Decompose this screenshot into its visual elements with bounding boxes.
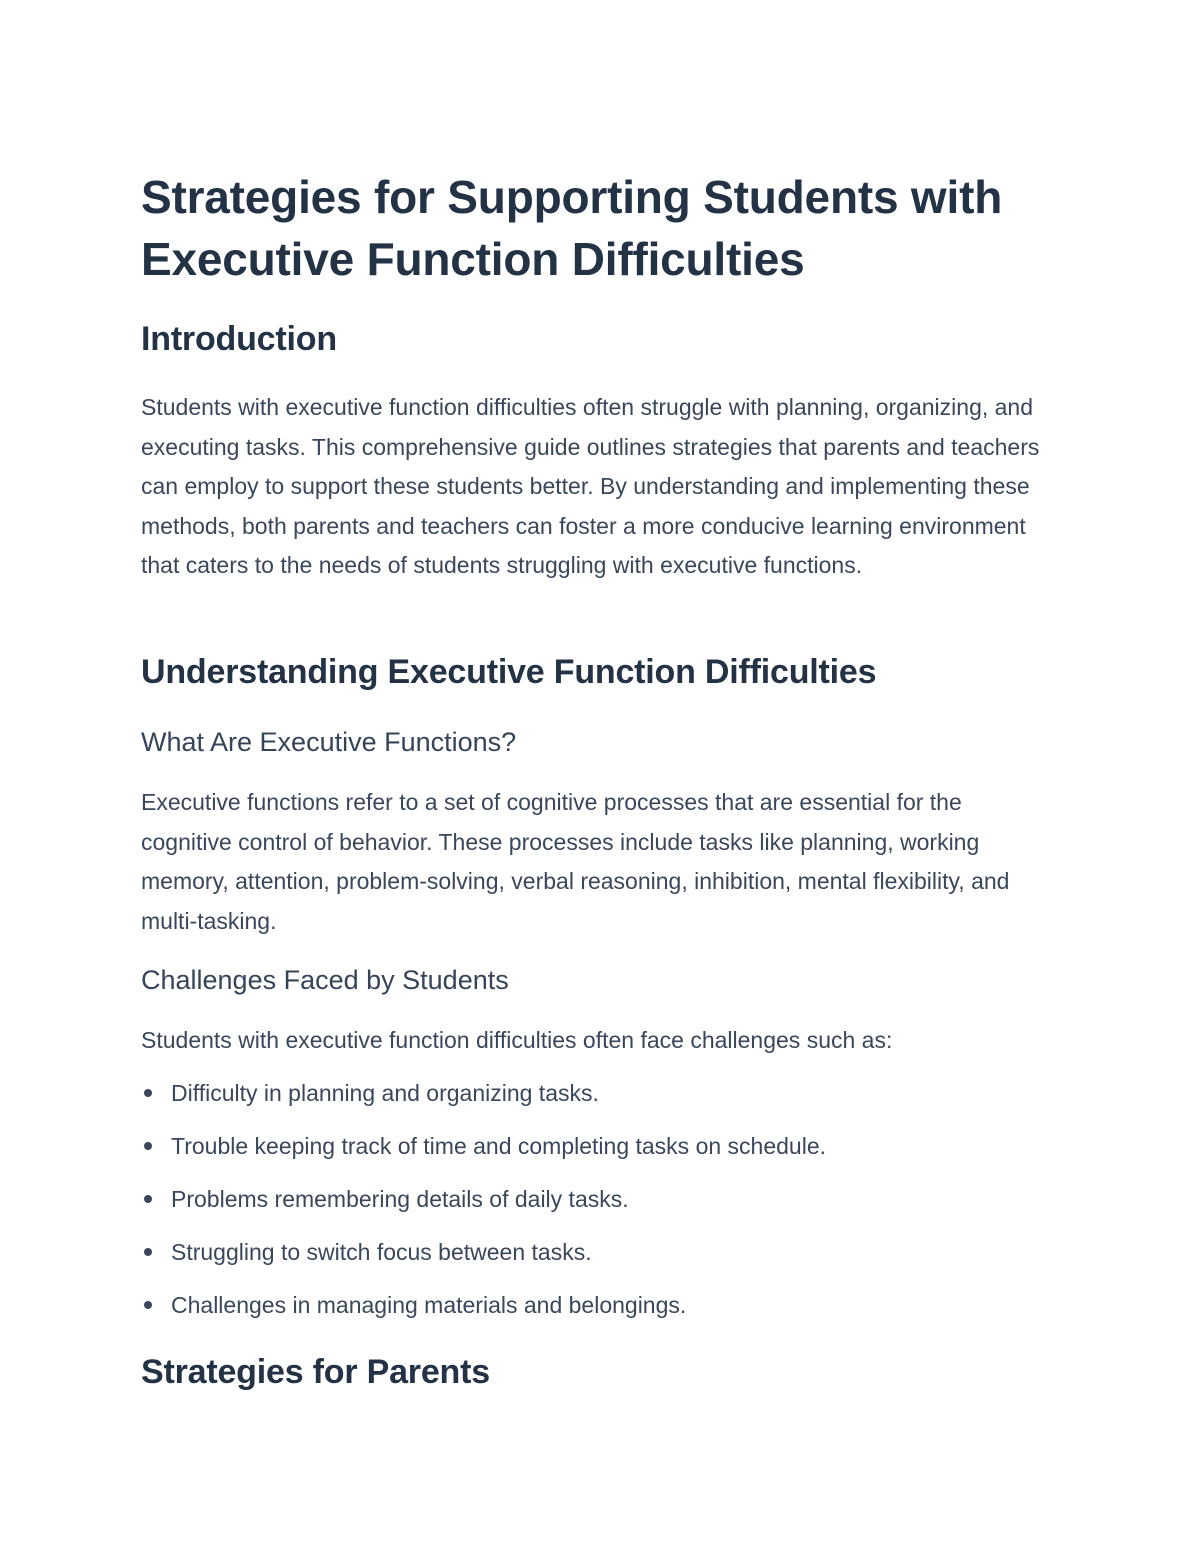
list-item-text: Difficulty in planning and organizing tasks. (171, 1080, 599, 1106)
list-item (141, 1127, 1056, 1180)
bullet-icon (144, 1142, 152, 1150)
bullet-icon (144, 1089, 152, 1097)
introduction-heading: Introduction (141, 320, 337, 358)
bullet-icon (144, 1248, 152, 1256)
list-item-text: Problems remembering details of daily tasks. (171, 1186, 629, 1212)
bullet-icon (144, 1301, 152, 1309)
introduction-paragraph: Students with executive function difficulties often struggle with planning, organizing, and executing tasks. This comprehensive guide outlines strategies that parents and teachers can employ to support these students better. By understanding and implementing these methods, both parents and teachers can foster a more conducive learning environment that caters to the needs of students struggling with executive functions. (141, 394, 1040, 578)
document-title: Strategies for Supporting Students with Executive Function Difficulties (141, 171, 1003, 285)
challenges-list (141, 1074, 1056, 1339)
challenges-heading: Challenges Faced by Students (141, 965, 509, 995)
understanding-heading: Understanding Executive Function Difficulties (141, 653, 877, 691)
parents-heading: Strategies for Parents (141, 1353, 490, 1391)
list-item (141, 1286, 1056, 1339)
challenges-intro: Students with executive function difficulties often face challenges such as: (141, 1027, 893, 1053)
list-item-text: Struggling to switch focus between tasks. (171, 1239, 592, 1265)
what-are-paragraph: Executive functions refer to a set of cognitive processes that are essential for the cognitive control of behavior. These processes include tasks like planning, working memory, attention, problem-solving, verbal reasoning, inhibition, mental flexibility, and multi-tasking. (141, 789, 1010, 934)
list-item-text: Challenges in managing materials and belongings. (171, 1292, 687, 1318)
list-item (141, 1233, 1056, 1286)
what-are-heading: What Are Executive Functions? (141, 727, 517, 757)
list-item (141, 1074, 1056, 1127)
bullet-icon (144, 1195, 152, 1203)
list-item-text: Trouble keeping track of time and completing tasks on schedule. (171, 1133, 827, 1159)
list-item (141, 1180, 1056, 1233)
